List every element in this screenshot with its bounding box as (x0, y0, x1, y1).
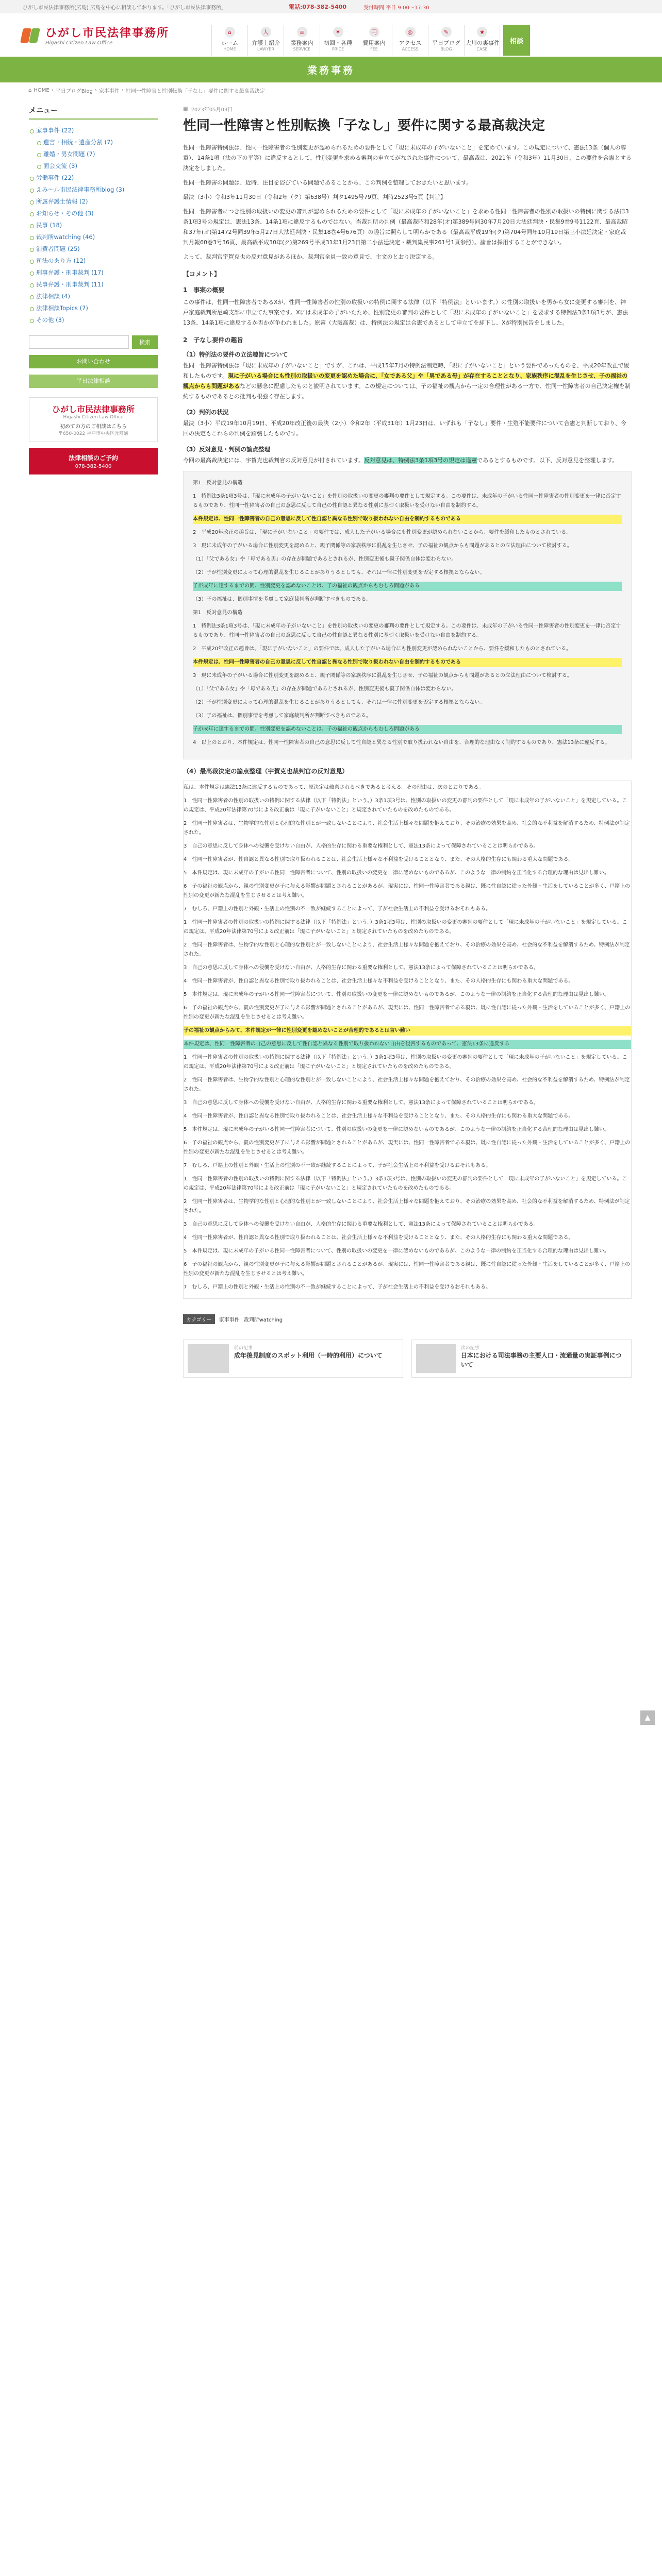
sidebar-item[interactable]: 家事事件 (22) (29, 125, 158, 137)
site-header (0, 13, 662, 57)
section-body: この事件は、性同一性障害者であるXが、性同一性障害者の性別の取扱いの特例に関する法律（以下「特例法」といいます。）の性別の取扱いを男から女に変更する審判を、神戸家庭裁判所尼崎支部に申立てた事案です。Xには未成年の子がいたため、性別変更の審判の要件として「現に未成年の子がいないこと」を要求する特例法3条1項3号が、憲法13条、14条1項に違反するか否かが争われました。原審（大阪高裁）は、特例法の規定は合憲であるとして申立てを却下し、Xが特別抗告をしました。 (183, 299, 628, 326)
dissent-line: 7 むしろ、戸籍上の性別と外観・生活上の性別の不一致が継続することによって、子が社会生活上の不利益を受けるおそれもある。 (184, 906, 491, 912)
body-text: などの懸念に配慮したものと説明されています。この規定については、子の福祉の観点から一定の合理性がある一方で、性同一性障害者の自己決定権を制約するものであるとの批判も根強く存在します。 (183, 383, 631, 400)
site-name: ひがし市民法律事務所 (45, 26, 170, 40)
quote-line: 3 現に未成年の子がいる場合に性別変更を認めると、親子関係等の家族秩序に混乱を生じさせ、子の福祉の観点からも問題があるとの立法理由について検討する。 (193, 673, 572, 679)
post-date-text: 2023年05月03日 (191, 107, 233, 113)
dissent-line: 6 子の福祉の観点から、親の性別変更が子に与える影響が問題とされることがあるが、現実には、性同一性障害者である親は、既に性自認に従った外観・生活をしていることが多く、戸籍上の性別の変更が新たな混乱を生じさせるとは考え難い。 (184, 1262, 631, 1277)
nav-sub: PRICE (332, 47, 344, 52)
section-body: 最決（3小）平成19年10月19日、平成20年改正後の最決（2小）令和2年（平成31年）1月23日は、いずれも「子なし」要件・生殖不能要件について合憲と判断しており、今回の決定もこれらの判例を踏襲したものです。 (183, 420, 626, 437)
dissent-highlight: 子の福祉の観点からみて、本件規定が一律に性別変更を認めないことが合理的であるとは言い難い (184, 1026, 631, 1036)
sidebar-item[interactable]: 労働事件 (22) (29, 172, 158, 184)
dissent-opinion (183, 781, 632, 1299)
article-title: 性同一性障害と性別転換「子なし」要件に関する最高裁決定 (183, 118, 545, 133)
highlight-text: 現に子がいる場合にも性別の取扱いの変更を認めた場合に、「女である父」や「男である母」が存在することとなり、家族秩序に混乱を生じさせ、子の福祉の観点からも問題がある (183, 372, 628, 389)
dissent-line: 4 性同一性障害者が、性自認と異なる性別で取り扱われることは、社会生活上様々な不利益を受けることとなり、また、その人格的生存にも関わる重大な問題である。 (184, 1235, 574, 1241)
nav-label: 業務案内 (290, 40, 313, 46)
highlight-text: 反対意見は、特例法3条1項3号の規定は違憲 (364, 457, 477, 464)
list-icon: ≡ (297, 27, 307, 37)
prev-post-label: 前の記事 (234, 1346, 253, 1351)
dissent-line: 5 本件規定は、現に未成年の子がいる性同一性障害者について、性別の取扱いの変更を一律に認めないものであるが、このような一律の制約を正当化する合理的な理由は見出し難い。 (184, 870, 609, 876)
chevron-up-icon: ▲ (644, 1714, 651, 1722)
dissent-line: 5 本件規定は、現に未成年の子がいる性同一性障害者について、性別の取扱いの変更を一律に認めないものであるが、このような一律の制約を正当化する合理的な理由は見出し難い。 (184, 1127, 609, 1132)
dissent-line: 7 むしろ、戸籍上の性別と外観・生活上の性別の不一致が継続することによって、子が社会生活上の不利益を受けるおそれもある。 (184, 1284, 491, 1290)
sidebar-office-name: ひがし市民法律事務所 (52, 404, 135, 414)
sidebar-item[interactable]: お知らせ・その他 (3) (29, 208, 158, 219)
breadcrumb-item[interactable]: 家事事件 (98, 88, 120, 94)
reservation-badge-tel: 078-382-5400 (75, 464, 112, 469)
dissent-line: 2 性同一性障害者は、生物学的な性別と心理的な性別とが一致しないことにより、社会生活上様々な問題を抱えており、その治療の効果を高め、社会的な不利益を解消するため、特例法が制定された。 (184, 1077, 630, 1092)
quote-line: （1）「父である女」や「母である男」の存在が問題であるとされるが、性別変更後も親子関係自体は変わらない。 (193, 686, 457, 692)
quote-line: 1 特例法3条1項3号は、「現に未成年の子がいないこと」を性別の取扱いの変更の審判の要件として規定する。この要件は、未成年の子がいる性同一性障害者の性別変更を一律に否定するものであり、性同一性障害者の自己の意思に反して自己の性自認と異なる性別に基づく取扱いを受けない自由を制約する。 (193, 623, 621, 638)
tag-link[interactable]: 家事事件 (219, 1317, 240, 1323)
quote-line: 2 平成20年改正の趣旨は、「現に子がいないこと」の要件では、成人した子がいる場合にも性別変更が認められないことから、要件を緩和したものとされている。 (193, 530, 572, 535)
nav-access[interactable] (392, 25, 428, 56)
dissent-line: 2 性同一性障害者は、生物学的な性別と心理的な性別とが一致しないことにより、社会生活上様々な問題を抱えており、その治療の効果を高め、社会的な不利益を解消するため、特例法が制定された。 (184, 942, 630, 957)
quote-line: （3）子の福祉は、個別事情を考慮して家庭裁判所が判断すべきものである。 (193, 713, 372, 719)
case-citation: 最決（3小）令和3年11月30日（令和2年（ク）第638号）判タ1495号79頁、判時2523号5頁【判旨】 (183, 194, 446, 200)
person-icon: 人 (261, 27, 271, 37)
next-post-title: 日本における司法事務の主要人口・流通量の実証事例について (460, 1352, 622, 1368)
section-heading: 2 子なし要件の趣旨 (183, 336, 243, 344)
dissent-line: 4 性同一性障害者が、性自認と異なる性別で取り扱われることは、社会生活上様々な不利益を受けることとなり、また、その人格的生存にも関わる重大な問題である。 (184, 857, 574, 862)
logo-mark-icon (21, 25, 40, 45)
category-list (29, 125, 158, 326)
nav-label: 費用案内 (362, 40, 386, 46)
reservation-badge[interactable] (29, 448, 158, 474)
sidebar-item[interactable]: その他 (3) (29, 314, 158, 326)
next-post-label: 次の記事 (460, 1346, 479, 1351)
dissent-line: 1 性同一性障害者の性別の取扱いの特例に関する法律（以下「特例法」という。）3条1項3号は、性別の取扱いの変更の審判の要件として「現に未成年の子がいないこと」を規定している。この規定は、平成20年法律第70号による改正前は「現に子がいないこと」と規定されていたものを改めたものである。 (184, 920, 627, 935)
search-input[interactable] (29, 335, 129, 349)
global-nav (211, 25, 530, 56)
site-name-en: Higashi Citizen Law Office (45, 40, 113, 46)
contact-cta-button[interactable]: 相談 (503, 25, 530, 56)
sidebar-item[interactable]: 遺言・相続・遺産分割 (7) (29, 137, 158, 148)
breadcrumb-item[interactable]: HOME (34, 87, 49, 93)
dissent-line: 4 性同一性障害者が、性自認と異なる性別で取り扱われることは、社会生活上様々な不利益を受けることとなり、また、その人格的生存にも関わる重大な問題である。 (184, 1113, 574, 1119)
quote-line: （3）子の福祉は、個別事情を考慮して家庭裁判所が判断すべきものである。 (193, 597, 372, 602)
subsection-heading: （2）判例の状況 (183, 409, 229, 416)
dissent-line: 1 性同一性障害者の性別の取扱いの特例に関する法律（以下「特例法」という。）3条1項3号は、性別の取扱いの変更の審判の要件として「現に未成年の子がいないこと」を規定している。この規定は、平成20年法律第70号による改正前は「現に子がいないこと」と規定されていたものを改めたものである。 (184, 1176, 627, 1191)
dissent-line: 6 子の福祉の観点から、親の性別変更が子に与える影響が問題とされることがあるが、現実には、性同一性障害者である親は、既に性自認に従った外観・生活をしていることが多く、戸籍上の性別の変更が新たな混乱を生じさせるとは考え難い。 (184, 1005, 631, 1020)
top-bar (0, 0, 662, 13)
dissent-line: 1 性同一性障害者の性別の取扱いの特例に関する法律（以下「特例法」という。）3条1項3号は、性別の取扱いの変更の審判の要件として「現に未成年の子がいないこと」を規定している。この規定は、平成20年法律第70号による改正前は「現に子がいないこと」と規定されていたものを改めたものである。 (184, 798, 627, 813)
case-summary-end: よって、裁判官宇賀克也の反対意見があるほか、裁判官全員一致の意見で、主文のとおり決定する。 (183, 253, 438, 260)
nav-fee[interactable] (356, 25, 392, 56)
body-text: であるとするものです。以下、反対意見を整理します。 (477, 457, 618, 464)
page-top-button[interactable] (640, 1710, 655, 1725)
dissent-line: 6 子の福祉の観点から、親の性別変更が子に与える影響が問題とされることがあるが、現実には、性同一性障害者である親は、既に性自認に従った外観・生活をしていることが多く、戸籍上の性別の変更が新たな混乱を生じさせるとは考え難い。 (184, 884, 631, 899)
sidebar-item[interactable]: 消費者問題 (25) (29, 243, 158, 255)
dissent-line: 2 性同一性障害者は、生物学的な性別と心理的な性別とが一致しないことにより、社会生活上様々な問題を抱えており、その治療の効果を高め、社会的な不利益を解消するため、特例法が制定された。 (184, 821, 630, 836)
quote-line: （2）子が性別変更によって心理的混乱を生じることがありうるとしても、それは一律に性別変更を否定する根拠とならない。 (193, 570, 485, 575)
nav-service[interactable] (284, 25, 320, 56)
sidebar-office-address: 〒650-0022 神戸市中央区元町通 (58, 431, 129, 436)
nav-label: 弁護士紹介 (252, 40, 280, 46)
dissent-line: 3 自己の意思に反して身体への侵襲を受けない自由が、人格的生存に関わる重要な権利として、憲法13条によって保障されていることは明らかである。 (184, 1100, 539, 1106)
nav-sub: HOME (223, 47, 236, 52)
nav-lawyer[interactable] (247, 25, 284, 56)
dissent-line: 私は、本件規定は憲法13条に違反するものであって、原決定は破棄されるべきであると考える。その理由は、次のとおりである。 (184, 785, 484, 790)
dissent-line: 3 自己の意思に反して身体への侵襲を受けない自由が、人格的生存に関わる重要な権利として、憲法13条によって保障されていることは明らかである。 (184, 843, 539, 849)
pen-icon: ✎ (441, 27, 452, 37)
breadcrumb: ⌂ HOME › 平日ブログBlog › 家事事件 › 性同一性障害と性別転換「子なし」要件に関する最高裁決定 (28, 87, 265, 94)
nav-label: ホーム (221, 40, 238, 46)
tag-link[interactable]: 裁判所watching (243, 1317, 283, 1323)
star-icon: ★ (477, 27, 487, 37)
breadcrumb-current: 性同一性障害と性別転換「子なし」要件に関する最高裁決定 (125, 88, 265, 94)
nav-label: 大川の裏事件 (466, 40, 500, 46)
body-text: 性同一性障害特例法は「現に未成年の子がいないこと」ですが、これは、平成15年7月の特例法制定時、「現に子がいないこと」という要件であったものを、平成20年改正で緩和したものです。 (183, 362, 630, 379)
sidebar-item[interactable]: 法律相談 (4) (29, 291, 158, 302)
quote-line: （2）子が性別変更によって心理的混乱を生じることがありうるとしても、それは一律に性別変更を否定する根拠とならない。 (193, 700, 485, 705)
home-icon: ⌂ (225, 27, 235, 37)
fee-icon: 円 (369, 27, 379, 37)
post-date (183, 105, 632, 113)
sidebar-item[interactable]: 司法のあり方 (12) (29, 255, 158, 267)
dissent-line: 7 むしろ、戸籍上の性別と外観・生活上の性別の不一致が継続することによって、子が社会生活上の不利益を受けるおそれもある。 (184, 1163, 491, 1168)
dissent-line: 1 性同一性障害者の性別の取扱いの特例に関する法律（以下「特例法」という。）3条1項3号は、性別の取扱いの変更の審判の要件として「現に未成年の子がいないこと」を規定している。この規定は、平成20年法律第70号による改正前は「現に子がいないこと」と規定されていたものを改めたものである。 (184, 1055, 627, 1070)
case-summary: 性同一性障害者につき性別の取扱いの変更の審判が認められるための要件として「現に未成年の子がいないこと」を求める性同一性障害者の性別の取扱いの特例に関する法律3条1項3号の規定は、憲法13条、14条1項に違反するものではない。当裁判所の判例（最高裁昭和28年(オ)第389号同30年7月20日大法廷判決・民集9巻9号1122頁、最高裁昭和37年(オ)第1472号同39年5月27日大法廷判決・民集18巻4号676頁）の趣旨に照らして明らかである（最高裁平成19年(ク)第704号同年10月19日第三小法廷決定・家庭裁判月報60巻3号36頁、最高裁平成30年(ク)第269号平成31年1月23日第二小法廷決定・裁判集民事261号1頁参照）。論旨は採用することができない。 (183, 208, 629, 246)
nav-label: 初回・各種 (324, 40, 352, 46)
dissent-line: 5 本件規定は、現に未成年の子がいる性同一性障害者について、性別の取扱いの変更を一律に認めないものであるが、このような一律の制約を正当化する合理的な理由は見出し難い。 (184, 992, 609, 997)
prev-post-card[interactable] (183, 1340, 403, 1378)
sidebar-title: メニュー (29, 105, 158, 120)
article-main (183, 105, 632, 1378)
contact-button[interactable]: お問い合わせ (29, 355, 158, 368)
sidebar-item[interactable]: 裁判所watching (46) (29, 231, 158, 243)
section-heading: （4）最高裁決定の論点整理（宇賀克也裁判官の反対意見） (183, 768, 349, 775)
quote-line: 4 以上のとおり、本件規定は、性同一性障害者の自己の意思に反して性自認と異なる性別で取り扱われない自由を、合理的な理由なく制約するものであり、憲法13条に違反する。 (193, 740, 610, 745)
dissent-line: 5 本件規定は、現に未成年の子がいる性同一性障害者について、性別の取扱いの変更を一律に認めないものであるが、このような一律の制約を正当化する合理的な理由は見出し難い。 (184, 1248, 609, 1254)
sidebar-office-caption: 初めての方のご相談はこちら (60, 424, 127, 430)
dissent-line: 3 自己の意思に反して身体への侵襲を受けない自由が、人格的生存に関わる重要な権利として、憲法13条によって保障されていることは明らかである。 (184, 1222, 539, 1227)
sidebar-item[interactable]: 民事 (18) (29, 219, 158, 231)
sidebar-item[interactable]: 離婚・男女問題 (7) (29, 148, 158, 160)
quote-highlight: 本件規定は、性同一性障害者の自己の意思に反して性自認と異なる性別で取り扱われない自由を制約するものである (193, 658, 622, 667)
nav-sub: ACCESS (402, 47, 419, 52)
search-button[interactable]: 検索 (132, 335, 158, 349)
subsection-heading: （3）反対意見・判例の論点整理 (183, 446, 270, 453)
dissent-highlight: 本件規定は、性同一性障害者の自己の意思に反して性自認と異なる性別で取り扱われない自由を侵害するものであって、憲法13条に違反する (184, 1040, 631, 1049)
sidebar-item[interactable]: 面会交流 (3) (29, 160, 158, 172)
nav-sub: BLOG (440, 47, 452, 52)
section-body (183, 455, 632, 466)
site-logo[interactable] (21, 24, 169, 46)
reservation-badge-title: 法律相談のご予約 (68, 454, 118, 462)
search-form (29, 335, 158, 349)
related-posts (183, 1340, 632, 1378)
nav-label: 平日ブログ (432, 40, 460, 46)
quote-line: 第1 反対意見の構造 (193, 610, 243, 616)
sidebar-item[interactable]: 法律相談Topics (7) (29, 302, 158, 314)
quote-highlight: 子が成年に達するまでの間、性別変更を認めないことは、子の福祉の観点からもむしろ問題がある (193, 582, 622, 591)
sidebar-office-card[interactable] (29, 397, 158, 442)
dissent-line: 3 自己の意思に反して身体への侵襲を受けない自由が、人格的生存に関わる重要な権利として、憲法13条によって保障されていることは明らかである。 (184, 965, 539, 971)
post-thumbnail (416, 1344, 456, 1373)
body-text: 今回の最高裁決定には、宇賀克也裁判官の反対意見が付されています。 (183, 457, 365, 464)
sidebar-office-name-en: Higashi Citizen Law Office (63, 415, 124, 420)
nav-sub: CASE (476, 47, 488, 52)
section-body (183, 361, 632, 402)
quote-line: 2 平成20年改正の趣旨は、「現に子がいないこと」の要件では、成人した子がいる場合にも性別変更が認められないことから、要件を緩和したものとされている。 (193, 646, 572, 652)
quote-line: 1 特例法3条1項3号は、「現に未成年の子がいないこと」を性別の取扱いの変更の審判の要件として規定する。この要件は、未成年の子がいる性同一性障害者の性別変更を一律に否定するものであり、性同一性障害者の自己の意思に反して自己の性自認と異なる性別に基づく取扱いを受けない自由を制約する。 (193, 494, 621, 509)
nav-blog[interactable] (428, 25, 464, 56)
nav-sub: SERVICE (293, 47, 311, 52)
sidebar-item[interactable]: 刑事弁護・刑事裁判 (17) (29, 267, 158, 279)
top-bar-tel-note: 受付時間 平日 9:00～17:30 (363, 5, 429, 11)
nav-home[interactable] (211, 25, 247, 56)
nav-price[interactable] (320, 25, 356, 56)
subsection-heading: （1）特例法の要件の立法趣旨について (183, 351, 288, 358)
nav-sub: LAWYER (257, 47, 275, 52)
dissent-line: 6 子の福祉の観点から、親の性別変更が子に与える影響が問題とされることがあるが、現実には、性同一性障害者である親は、既に性自認に従った外観・生活をしていることが多く、戸籍上の性別の変更が新たな混乱を生じさせるとは考え難い。 (184, 1140, 631, 1155)
quote-line: 3 現に未成年の子がいる場合に性別変更を認めると、親子関係等の家族秩序に混乱を生じさせ、子の福祉の観点からも問題があるとの立法理由について検討する。 (193, 543, 572, 549)
nav-label: アクセス (399, 40, 422, 46)
section-heading: 1 事案の概要 (183, 286, 225, 294)
nav-sub: FEE (370, 47, 378, 52)
quote-line: （1）「父である女」や「母である男」の存在が問題であるとされるが、性別変更後も親子関係自体は変わらない。 (193, 556, 457, 562)
dissent-line: 2 性同一性障害者は、生物学的な性別と心理的な性別とが一致しないことにより、社会生活上様々な問題を抱えており、その治療の効果を高め、社会的な不利益を解消するため、特例法が制定された。 (184, 1199, 630, 1214)
page-banner: 業務事務 (0, 57, 662, 82)
intro-paragraph: 性同一性障害の問題は、近時、注目を浴びている問題であることから、この判例を整理しておきたいと思います。 (183, 179, 472, 186)
sidebar-item[interactable]: えみ〜ル市民法律事務所blog (3) (29, 184, 158, 196)
sidebar-item[interactable]: 民事弁護・刑事裁判 (11) (29, 279, 158, 291)
breadcrumb-item[interactable]: 平日ブログBlog (55, 88, 93, 94)
prev-post-title: 成年後見制度のスポット利用（一時的利用）について (234, 1352, 383, 1359)
consultation-button[interactable]: 平日法律相談 (29, 375, 158, 388)
next-post-card[interactable] (411, 1340, 632, 1378)
intro-paragraph: 性同一性障害特例法は、性同一性障害者の性別変更が認められるための要件として「現に未成年の子がいないこと」を定めています。この規定について、憲法13条（個人の尊重）、14条1項（法の下の平等）に違反するとして、性別変更を求める審判の申立てがなされた事件について、最高裁は、2021年（令和3年）11月30日、この要件を合憲とする決定をしました。 (183, 144, 632, 172)
yen-icon: ¥ (333, 27, 343, 37)
sidebar (29, 105, 158, 474)
quoted-opinion (183, 471, 632, 759)
quote-highlight: 本件規定は、性同一性障害者の自己の意思に反して性自認と異なる性別で取り扱われない自由を制約するものである (193, 515, 622, 524)
top-bar-tel[interactable]: 電話:078-382-5400 (289, 4, 347, 10)
quote-line: 第1 反対意見の構造 (193, 480, 243, 486)
calendar-icon: ▦ (183, 106, 188, 112)
sidebar-item[interactable]: 所属弁護士情報 (2) (29, 196, 158, 208)
home-icon: ⌂ (28, 87, 32, 93)
quote-highlight: 子が成年に達するまでの間、性別変更を認めないことは、子の福祉の観点からもむしろ問題がある (193, 725, 622, 734)
dissent-line: 4 性同一性障害者が、性自認と異なる性別で取り扱われることは、社会生活上様々な不利益を受けることとなり、また、その人格的生存にも関わる重大な問題である。 (184, 978, 574, 984)
comment-label: 【コメント】 (183, 270, 221, 278)
post-tags (183, 1314, 632, 1324)
map-pin-icon: ◎ (405, 27, 416, 37)
post-thumbnail (188, 1344, 229, 1373)
top-bar-text: ひがし市民法律事務所(広島) 広島を中心に相談しております。「ひがし市民法律事務所」 (23, 5, 227, 11)
tags-label: カテゴリー (183, 1314, 215, 1324)
nav-case[interactable] (464, 25, 500, 56)
